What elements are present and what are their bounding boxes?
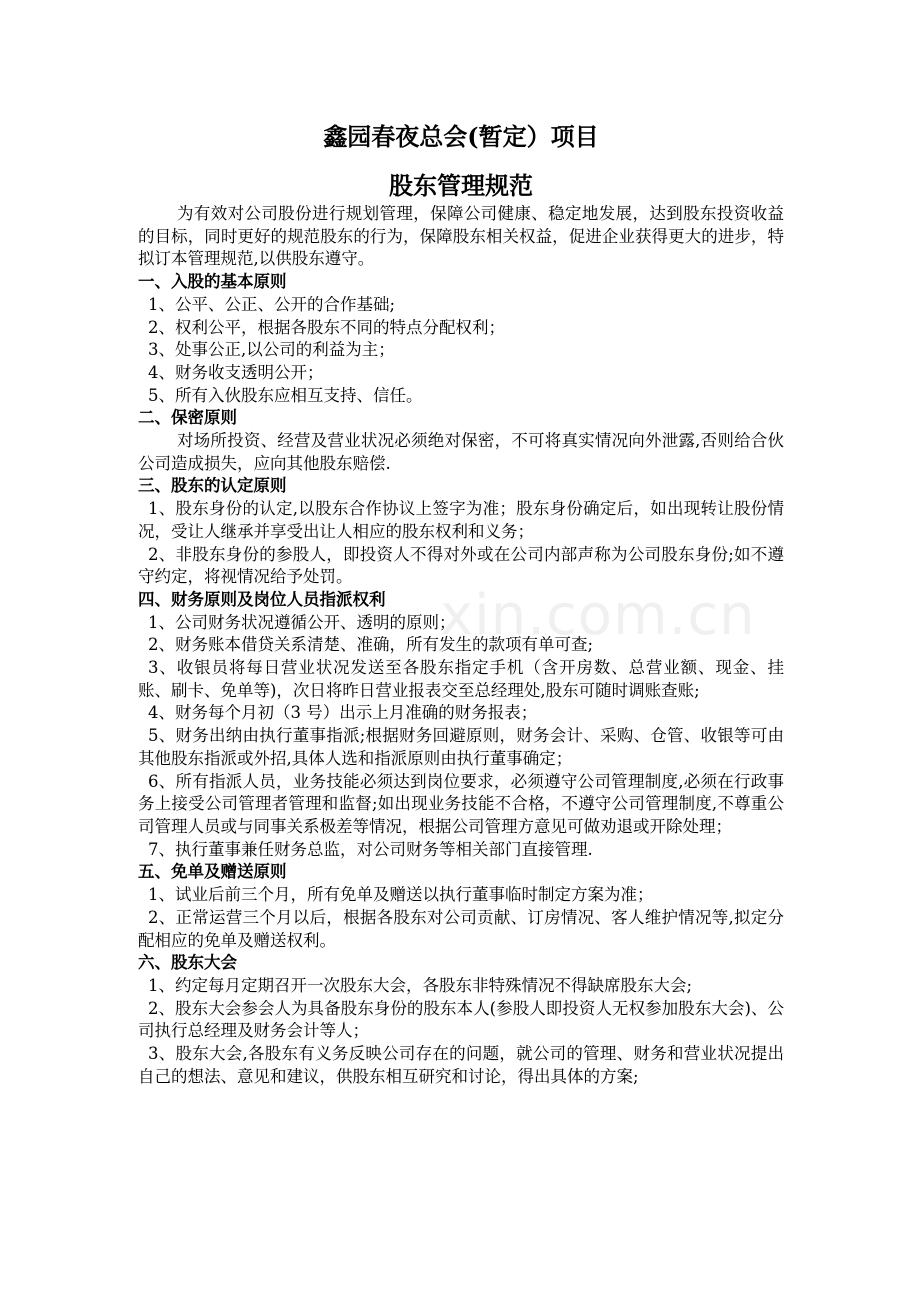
section-heading: 二、保密原则 <box>138 408 237 428</box>
document-subtitle: 股东管理规范 <box>389 171 533 200</box>
list-item: 2、正常运营三个月以后，根据各股东对公司贡献、订房情况、客人维护情况等,拟定分配相应的免单及赠送权利。 <box>138 907 784 950</box>
list-item: 4、财务收支透明公开； <box>148 362 324 382</box>
section-heading: 五、免单及赠送原则 <box>138 862 287 882</box>
section-3 <box>138 475 784 589</box>
list-item: 6、所有指派人员，业务技能必须达到岗位要求，必须遵守公司管理制度,必须在行政事务上接受公司管理者管理和监督;如出现业务技能不合格，不遵守公司管理制度,不尊重公司管理人员或与同事关系极差等情况，根据公司管理方意见可做劝退或开除处理； <box>138 771 784 836</box>
intro-paragraph: 为有效对公司股份进行规划管理，保障公司健康、稳定地发展，达到股东投资收益的目标，同时更好的规范股东的行为，保障股东相关权益，促进企业获得更大的进步，特拟订本管理规范,以供股东遵守。 <box>138 204 784 269</box>
list-item: 1、公司财务状况遵循公开、透明的原则； <box>148 612 456 632</box>
list-item: 1、股东身份的认定,以股东合作协议上签字为准；股东身份确定后，如出现转让股份情况，受让人继承并享受出让人相应的股东权利和义务； <box>138 499 784 541</box>
list-item: 2、非股东身份的参股人，即投资人不得对外或在公司内部声称为公司股东身份;如不遵守约定，将视情况给予处罚。 <box>138 544 784 587</box>
document-title: 鑫园春夜总会(暂定）项目 <box>323 122 599 151</box>
section-heading: 六、股东大会 <box>138 953 237 973</box>
list-item: 2、股东大会参会人为具备股东身份的股东本人(参股人即投资人无权参加股东大会)、公司执行总经理及财务会计等人； <box>138 998 784 1041</box>
document-page <box>138 115 784 1088</box>
list-item: 7、执行董事兼任财务总监，对公司财务等相关部门直接管理. <box>148 839 593 859</box>
list-item: 1、约定每月定期召开一次股东大会，各股东非特殊情况不得缺席股东大会; <box>148 975 693 995</box>
section-4 <box>138 589 784 861</box>
list-item: 4、财务每个月初（3 号）出示上月准确的财务报表； <box>148 703 538 723</box>
list-item: 2、权利公平，根据各股东不同的特点分配权利； <box>148 317 505 337</box>
watermark-text: xin.com.cn <box>440 583 756 648</box>
section-6 <box>138 952 784 1088</box>
section-1 <box>138 271 784 407</box>
list-item: 3、收银员将每日营业状况发送至各股东指定手机（含开房数、总营业额、现金、挂账、刷卡、免单等)，次日将昨日营业报表交至总经理处,股东可随时调账查账; <box>138 658 784 700</box>
list-item: 2、财务账本借贷关系清楚、准确，所有发生的款项有单可查; <box>148 635 594 655</box>
list-item: 1、公平、公正、公开的合作基础; <box>148 294 396 314</box>
section-5 <box>138 861 784 952</box>
section-heading: 四、财务原则及岗位人员指派权利 <box>138 589 386 609</box>
section-2 <box>138 407 784 475</box>
list-item: 3、处事公正,以公司的利益为主； <box>148 340 395 360</box>
section-heading: 三、股东的认定原则 <box>138 476 287 496</box>
section-heading: 一、入股的基本原则 <box>138 272 287 292</box>
list-item: 5、所有入伙股东应相互支持、信任。 <box>148 385 423 405</box>
list-item: 5、财务出纳由执行董事指派;根据财务回避原则，财务会计、采购、仓管、收银等可由其他股东指派或外招,具体人选和指派原则由执行董事确定； <box>138 726 784 768</box>
section-paragraph: 对场所投资、经营及营业状况必须绝对保密，不可将真实情况向外泄露,否则给合伙公司造成损失，应向其他股东赔偿. <box>138 431 784 473</box>
list-item: 3、股东大会,各股东有义务反映公司存在的问题，就公司的管理、财务和营业状况提出自己的想法、意见和建议，供股东相互研究和讨论，得出具体的方案; <box>138 1044 784 1086</box>
list-item: 1、试业后前三个月，所有免单及赠送以执行董事临时制定方案为准； <box>148 885 654 905</box>
